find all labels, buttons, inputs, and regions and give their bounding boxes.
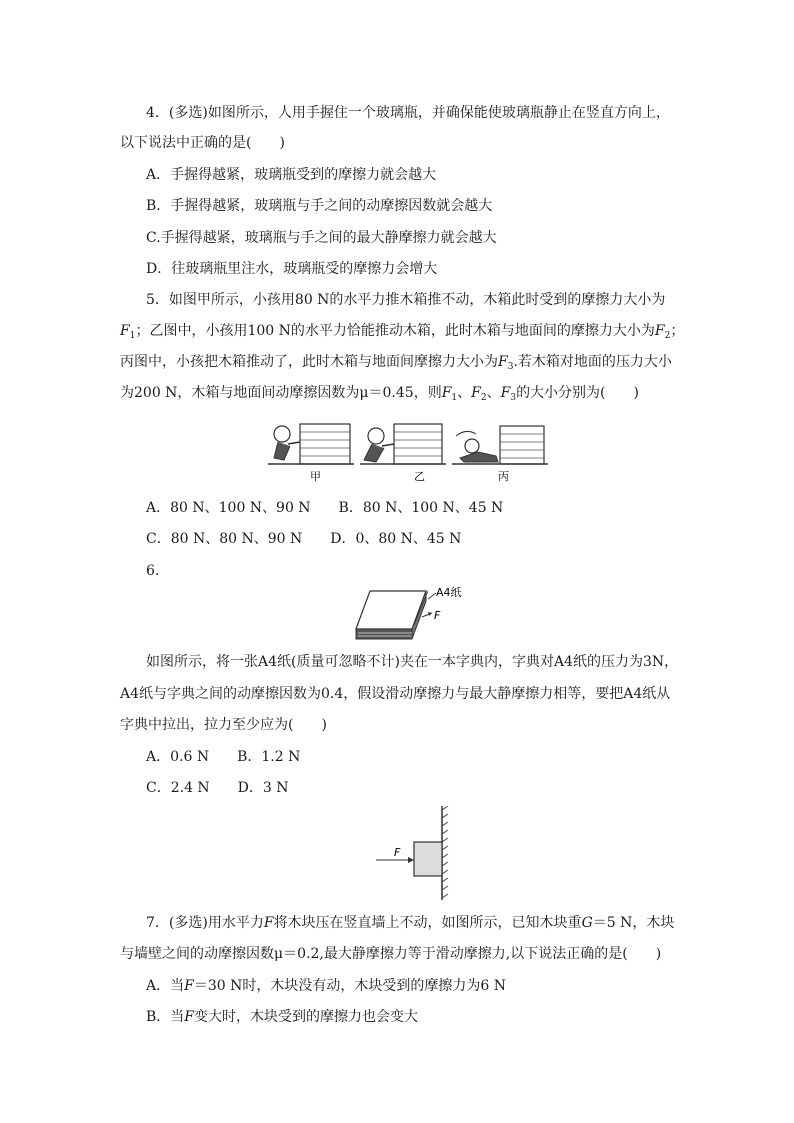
figure-label-jia: 甲: [310, 470, 321, 482]
q5-stem-line1: 5．如图甲所示，小孩用80 N的水平力推木箱推不动，木箱此时受到的摩擦力大小为: [146, 292, 666, 308]
dictionary-figure: [356, 591, 428, 639]
figure-label-yi: 乙: [414, 470, 425, 482]
q7-option-b: B．当F变大时，木块受到的摩擦力也会变大: [146, 1009, 419, 1025]
q4-option-d: D．往玻璃瓶里注水，玻璃瓶受的摩擦力会增大: [146, 261, 438, 277]
figure-panel-yi: [360, 424, 446, 464]
a4-paper-label: A4纸: [436, 586, 462, 599]
wooden-block: [414, 842, 442, 876]
q6-number: 6.: [146, 563, 160, 579]
q4-option-b: B．手握得越紧，玻璃瓶与手之间的动摩擦因数就会越大: [146, 198, 493, 214]
force-label: F: [434, 609, 441, 622]
figure-panel-bing: [452, 426, 548, 464]
q7-stem-line1: 7．(多选)用水平力F将木块压在竖直墙上不动，如图所示，已知木块重G＝5 N，木块: [146, 915, 675, 931]
q6-figure: [352, 585, 472, 643]
q6-stem-line2: A4纸与字典之间的动摩擦因数为0.4，假设滑动摩擦力与最大静摩擦力相等，要把A4纸从: [120, 686, 671, 702]
q5-figure: [268, 418, 548, 482]
q6-stem-line3: 字典中拉出，拉力至少应为( ): [120, 717, 327, 733]
figure-label-bing: 丙: [498, 470, 509, 482]
q7-figure: [372, 806, 456, 902]
q4-option-c: C.手握得越紧，玻璃瓶与手之间的最大静摩擦力就会越大: [146, 230, 497, 246]
q6-options-row1: A．0.6 N B．1.2 N: [146, 749, 301, 765]
q5-options-row2: C．80 N、80 N、90 N D．0、80 N、45 N: [146, 531, 462, 547]
force-label: F: [394, 846, 401, 859]
q4-stem-line1: 4．(多选)如图所示，人用手握住一个玻璃瓶，并确保能使玻璃瓶静止在竖直方向上，: [146, 105, 670, 121]
q4-option-a: A．手握得越紧，玻璃瓶受到的摩擦力就会越大: [146, 167, 437, 183]
figure-panel-jia: [268, 424, 354, 464]
q7-option-a: A．当F＝30 N时，木块没有动，木块受到的摩擦力为6 N: [146, 978, 506, 994]
q5-stem-line2: $F_1$；乙图中，小孩用100 N的水平力恰能推动木箱，此时木箱与地面间的摩擦力大小为$F_2$；: [120, 323, 685, 341]
q6-options-row2: C．2.4 N D．3 N: [146, 780, 289, 796]
q6-stem-line1: 如图所示，将一张A4纸(质量可忽略不计)夹在一本字典内，字典对A4纸的压力为3N，: [146, 654, 679, 670]
q4-stem-line2: 以下说法中正确的是( ): [120, 135, 285, 151]
q5-options-row1: A．80 N、100 N、90 N B．80 N、100 N、45 N: [146, 500, 504, 516]
q5-stem-line4: 为200 N，木箱与地面间动摩擦因数为μ＝0.45，则$F_1$、$F_2$、$F_3$的大小分别为( ): [120, 385, 639, 403]
q5-stem-line3: 丙图中，小孩把木箱推动了，此时木箱与地面间摩擦力大小为$F_3$.若木箱对地面的压力大小: [120, 354, 672, 372]
q7-stem-line2: 与墙壁之间的动摩擦因数μ＝0.2,最大静摩擦力等于滑动摩擦力,以下说法正确的是( ): [120, 946, 662, 962]
